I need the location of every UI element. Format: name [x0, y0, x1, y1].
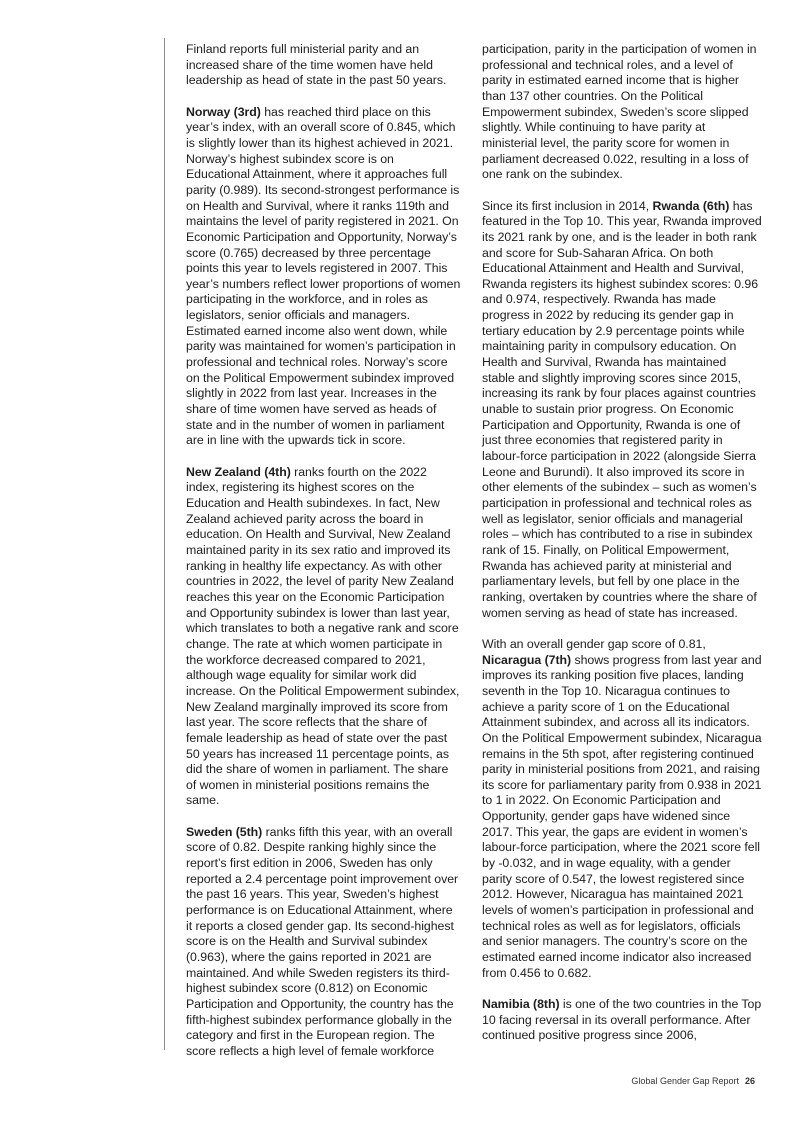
paragraph-finland: Finland reports full ministerial parity and an increased share of the time women have held leadership as head of state in the past 50 years.: [186, 42, 447, 88]
paragraph-namibia: Namibia (8th) is one of the two countries in the Top 10 facing reversal in its overall performance. After continued positive progress since 2006,: [482, 996, 762, 1043]
right-column: [482, 42, 762, 1060]
left-column: [186, 42, 461, 1075]
paragraph-new-zealand: New Zealand (4th) ranks fourth on the 2022 index, registering its highest scores on the Education and Health subindexes. In fact, New Zealand achieved parity across the board in education. On Health and Survival, New Zealand maintained parity in its sex ratio and improved its ranking in healthy life expectancy. As with other countries in 2022, the level of parity New Zealand reaches this year on the Economic Participation and Opportunity subindex is lower than last year, which translates to both a negative rank and score change. The rate at which women participate in the workforce decreased compared to 2021, although wage equality for similar work did increase. On the Political Empowerment subindex, New Zealand marginally improved its score from last year. The score reflects that the share of female leadership as head of state over the past 50 years has increased 11 percentage points, as did the share of women in parliament. The share of women in ministerial positions remains the same.: [186, 464, 460, 808]
paragraph-nicaragua: With an overall gender gap score of 0.81, Nicaragua (7th) shows progress from last year and improves its ranking position five places, landing seventh in the Top 10. Nicaragua continues to achieve a parity score of 1 on the Educational Attainment subindex, and across all its indicators. On the Political Empowerment subindex, Nicaragua remains in the 5th spot, after registering continued parity in ministerial positions from 2021, and raising its score for parliamentary parity from 0.938 in 2021 to 1 in 2022. On Economic Participation and Opportunity, gender gaps have widened since 2017. This year, the gaps are evident in women’s labour-force participation, where the 2021 score fell by -0.032, and in wage equality, with a gender parity score of 0.547, the lowest registered since 2012. However, Nicaragua has maintained 2021 levels of women’s participation in professional and technical roles as well as for legislators, officials and senior managers. The country’s score on the estimated earned income indicator also increased from 0.456 to 0.682.: [482, 636, 762, 980]
country-heading-norway: Norway (3rd): [186, 104, 261, 119]
country-heading-nicaragua: Nicaragua (7th): [482, 652, 572, 667]
paragraph-norway: Norway (3rd) has reached third place on this year’s index, with an overall score of 0.845, which is slightly lower than its highest achieved in 2021. Norway’s highest subindex score is on Educational Attainment, where it approaches full parity (0.989). Its second-strongest performance is on Health and Survival, where it ranks 119th and maintains the level of parity registered in 2021. On Economic Participation and Opportunity, Norway’s score (0.765) decreased by three percentage points this year to levels registered in 2007. This year’s numbers reflect lower proportions of women participating in the workforce, and in roles as legislators, senior officials and managers. Estimated earned income also went down, while parity was maintained for women’s participation in professional and technical roles. Norway’s score on the Political Empowerment subindex improved slightly in 2022 from last year. Increases in the share of time women have served as heads of state and in the number of women in parliament are in line with the upwards tick in score.: [186, 104, 461, 448]
paragraph-rwanda: Since its first inclusion in 2014, Rwanda (6th) has featured in the Top 10. This year, Rwanda improved its 2021 rank by one, and is the leader in both rank and score for Sub-Saharan Africa. On both Educational Attainment and Health and Survival, Rwanda registers its highest subindex scores: 0.96 and 0.974, respectively. Rwanda has made progress in 2022 by reducing its gender gap in tertiary education by 2.9 percentage points while maintaining parity in compulsory education. On Health and Survival, Rwanda has maintained stable and slightly improving scores since 2015, increasing its rank by four places against countries unable to sustain prior progress. On Economic Participation and Opportunity, Rwanda is one of just three economies that registered parity in labour-force participation in 2022 (alongside Sierra Leone and Burundi). It also improved its score in other elements of the subindex – such as women’s participation in professional and technical roles as well as legislator, senior officials and managerial roles – which has contributed to a rise in subindex rank of 15. Finally, on Political Empowerment, Rwanda has achieved parity at ministerial and parliamentary levels, but fell by one place in the ranking, overtaken by countries where the share of women serving as head of state has increased.: [482, 198, 762, 620]
country-heading-sweden: Sweden (5th): [186, 824, 263, 839]
paragraph-sweden-continued: participation, parity in the participation of women in professional and technical roles, and a level of parity in estimated earned income that is higher than 137 other countries. On the Political Empowerment subindex, Sweden’s score slipped slightly. While continuing to have parity at ministerial level, the parity score for women in parliament decreased 0.022, resulting in a loss of one rank on the subindex.: [482, 42, 757, 182]
country-heading-namibia: Namibia (8th): [482, 996, 560, 1011]
column-divider: [164, 38, 165, 1050]
report-title: Global Gender Gap Report: [631, 1076, 739, 1086]
page-number: 26: [744, 1076, 755, 1086]
paragraph-sweden: Sweden (5th) ranks fifth this year, with an overall score of 0.82. Despite ranking highly since the report’s first edition in 2006, Sweden has only reported a 2.4 percentage point improvement over the past 16 years. This year, Sweden’s highest performance is on Educational Attainment, where it reports a closed gender gap. Its second-highest score is on the Health and Survival subindex (0.963), where the gains reported in 2021 are maintained. And while Sweden registers its third-highest subindex score (0.812) on Economic Participation and Opportunity, the country has the fifth-highest subindex performance globally in the category and first in the European region. The score reflects a high level of female workforce: [186, 824, 459, 1058]
page-footer: [631, 1076, 755, 1086]
country-heading-rwanda: Rwanda (6th): [652, 198, 730, 213]
country-heading-new-zealand: New Zealand (4th): [186, 464, 291, 479]
